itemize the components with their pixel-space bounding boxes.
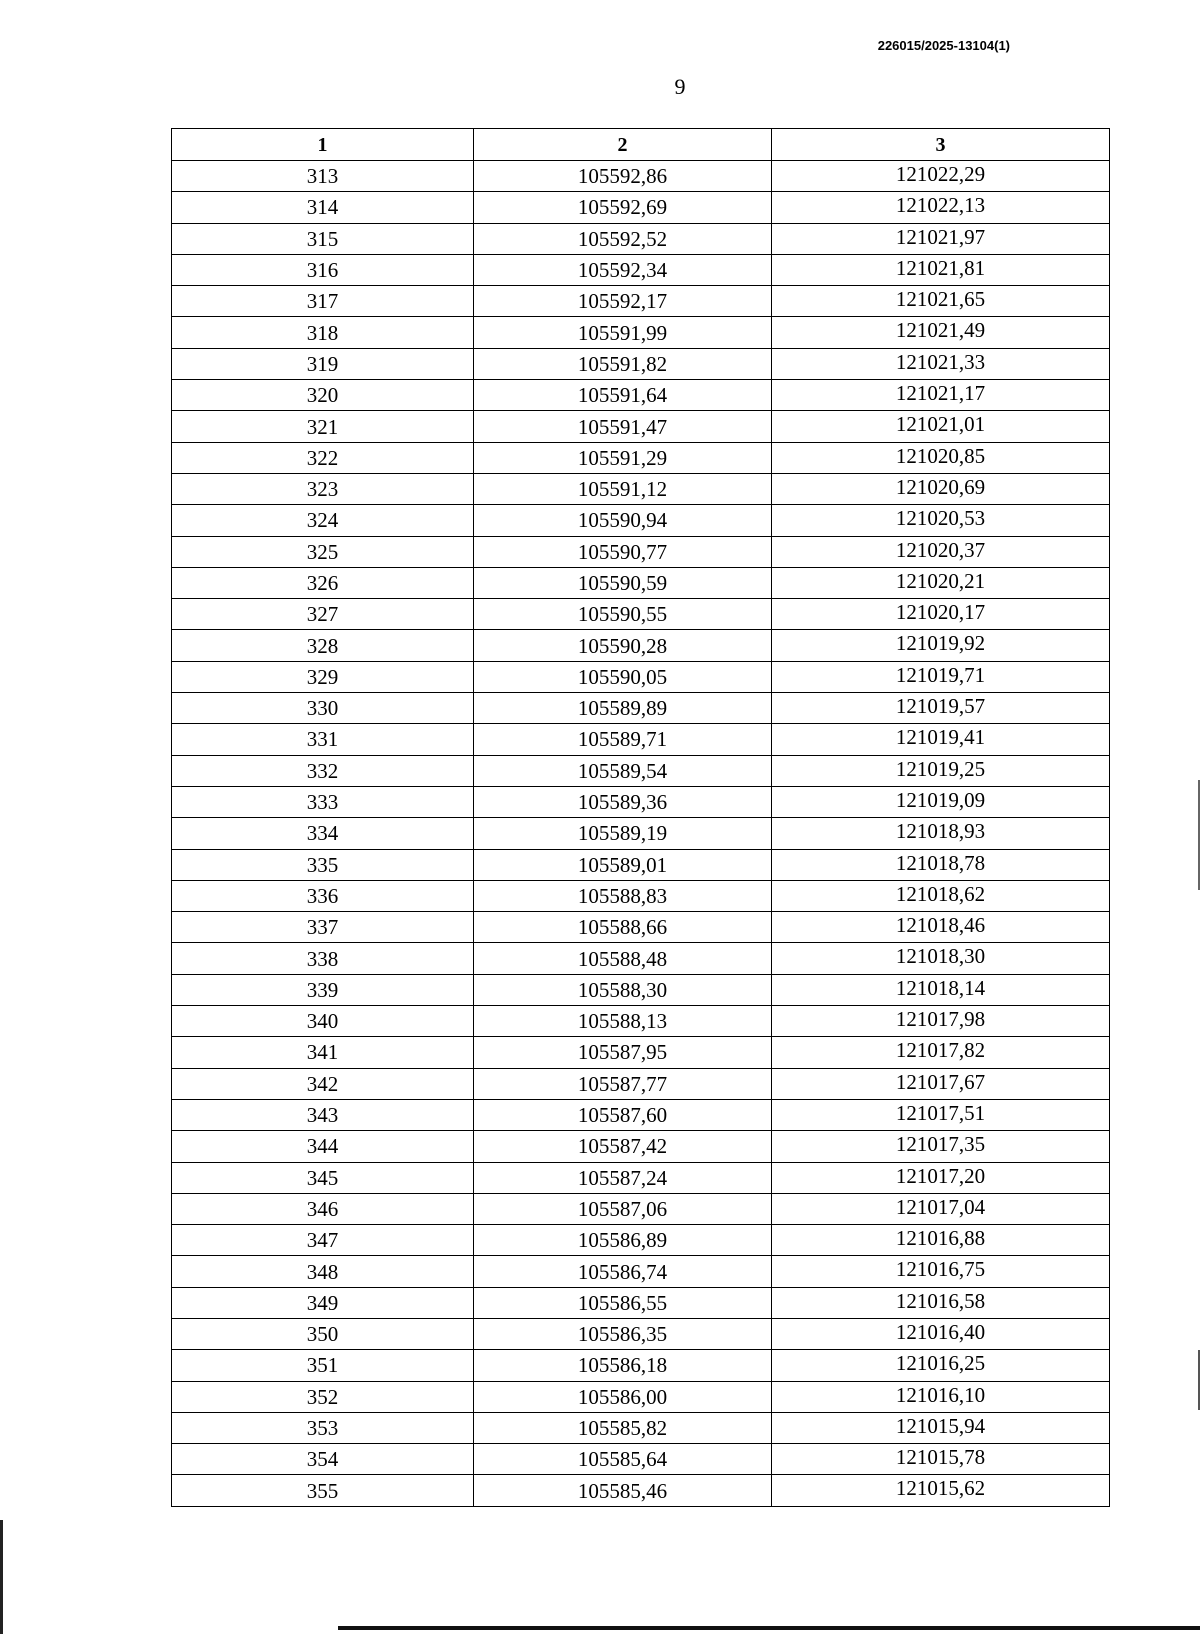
- x-coordinate-cell: 105592,86: [474, 161, 772, 192]
- table-row: [172, 1412, 1110, 1443]
- x-coordinate-cell: 105590,59: [474, 567, 772, 598]
- y-coordinate-cell: 121018,46: [772, 912, 1110, 943]
- y-coordinate-cell: 121015,62: [772, 1475, 1110, 1506]
- y-coordinate-cell: 121020,53: [772, 505, 1110, 536]
- y-coordinate-cell: 121016,10: [772, 1381, 1110, 1412]
- y-coordinate-cell: 121017,20: [772, 1162, 1110, 1193]
- point-number-cell: 338: [172, 943, 474, 974]
- point-number-cell: 327: [172, 599, 474, 630]
- x-coordinate-cell: 105587,24: [474, 1162, 772, 1193]
- y-coordinate-cell: 121019,41: [772, 724, 1110, 755]
- point-number-cell: 326: [172, 567, 474, 598]
- point-number-cell: 339: [172, 974, 474, 1005]
- table-row: [172, 943, 1110, 974]
- point-number-cell: 321: [172, 411, 474, 442]
- x-coordinate-cell: 105592,34: [474, 254, 772, 285]
- y-coordinate-cell: 121017,98: [772, 1006, 1110, 1037]
- table-row: [172, 1381, 1110, 1412]
- x-coordinate-cell: 105585,82: [474, 1412, 772, 1443]
- table-row: [172, 536, 1110, 567]
- x-coordinate-cell: 105586,55: [474, 1287, 772, 1318]
- table-row: [172, 223, 1110, 254]
- x-coordinate-cell: 105590,77: [474, 536, 772, 567]
- table-row: [172, 1068, 1110, 1099]
- y-coordinate-cell: 121017,67: [772, 1068, 1110, 1099]
- point-number-cell: 337: [172, 912, 474, 943]
- x-coordinate-cell: 105589,01: [474, 849, 772, 880]
- point-number-cell: 354: [172, 1444, 474, 1475]
- x-coordinate-cell: 105586,74: [474, 1256, 772, 1287]
- y-coordinate-cell: 121016,58: [772, 1287, 1110, 1318]
- table-header-row: [172, 129, 1110, 161]
- table-row: [172, 849, 1110, 880]
- page-number: 9: [674, 74, 686, 99]
- x-coordinate-cell: 105589,89: [474, 693, 772, 724]
- y-coordinate-cell: 121016,25: [772, 1350, 1110, 1381]
- table-row: [172, 505, 1110, 536]
- table-row: [172, 1037, 1110, 1068]
- point-number-cell: 335: [172, 849, 474, 880]
- y-coordinate-cell: 121018,14: [772, 974, 1110, 1005]
- y-coordinate-cell: 121018,78: [772, 849, 1110, 880]
- x-coordinate-cell: 105589,71: [474, 724, 772, 755]
- y-coordinate-cell: 121015,78: [772, 1444, 1110, 1475]
- table-row: [172, 786, 1110, 817]
- document-number: 226015/2025-13104(1): [877, 38, 1010, 53]
- x-coordinate-cell: 105592,52: [474, 223, 772, 254]
- y-coordinate-cell: 121019,57: [772, 693, 1110, 724]
- y-coordinate-cell: 121017,82: [772, 1037, 1110, 1068]
- point-number-cell: 353: [172, 1412, 474, 1443]
- x-coordinate-cell: 105588,30: [474, 974, 772, 1005]
- x-coordinate-cell: 105585,46: [474, 1475, 772, 1506]
- table-row: [172, 1318, 1110, 1349]
- y-coordinate-cell: 121021,97: [772, 223, 1110, 254]
- point-number-cell: 347: [172, 1225, 474, 1256]
- y-coordinate-cell: 121021,65: [772, 286, 1110, 317]
- point-number-cell: 320: [172, 380, 474, 411]
- x-coordinate-cell: 105588,13: [474, 1006, 772, 1037]
- y-coordinate-cell: 121017,35: [772, 1131, 1110, 1162]
- table-row: [172, 912, 1110, 943]
- point-number-cell: 332: [172, 755, 474, 786]
- x-coordinate-cell: 105590,94: [474, 505, 772, 536]
- table-row: [172, 254, 1110, 285]
- point-number-cell: 331: [172, 724, 474, 755]
- y-coordinate-cell: 121020,21: [772, 567, 1110, 598]
- point-number-cell: 325: [172, 536, 474, 567]
- x-coordinate-cell: 105591,99: [474, 317, 772, 348]
- point-number-cell: 323: [172, 473, 474, 504]
- scan-artifact-left-edge: [0, 1520, 3, 1634]
- table-row: [172, 567, 1110, 598]
- table-row: [172, 1350, 1110, 1381]
- table-row: [172, 1131, 1110, 1162]
- column-header-2: 2: [474, 129, 772, 161]
- x-coordinate-cell: 105587,42: [474, 1131, 772, 1162]
- y-coordinate-cell: 121015,94: [772, 1412, 1110, 1443]
- x-coordinate-cell: 105585,64: [474, 1444, 772, 1475]
- y-coordinate-cell: 121019,09: [772, 786, 1110, 817]
- point-number-cell: 355: [172, 1475, 474, 1506]
- y-coordinate-cell: 121021,17: [772, 380, 1110, 411]
- point-number-cell: 324: [172, 505, 474, 536]
- point-number-cell: 342: [172, 1068, 474, 1099]
- table-row: [172, 1475, 1110, 1506]
- table-row: [172, 880, 1110, 911]
- point-number-cell: 328: [172, 630, 474, 661]
- table-row: [172, 317, 1110, 348]
- point-number-cell: 344: [172, 1131, 474, 1162]
- point-number-cell: 334: [172, 818, 474, 849]
- y-coordinate-cell: 121022,29: [772, 161, 1110, 192]
- table-row: [172, 1099, 1110, 1130]
- y-coordinate-cell: 121020,85: [772, 442, 1110, 473]
- point-number-cell: 351: [172, 1350, 474, 1381]
- point-number-cell: 343: [172, 1099, 474, 1130]
- table-row: [172, 724, 1110, 755]
- table-body: [172, 161, 1110, 1507]
- table-row: [172, 1193, 1110, 1224]
- x-coordinate-cell: 105591,64: [474, 380, 772, 411]
- y-coordinate-cell: 121018,62: [772, 880, 1110, 911]
- table-row: [172, 755, 1110, 786]
- x-coordinate-cell: 105586,18: [474, 1350, 772, 1381]
- point-number-cell: 314: [172, 192, 474, 223]
- table-row: [172, 161, 1110, 192]
- y-coordinate-cell: 121021,01: [772, 411, 1110, 442]
- table-row: [172, 442, 1110, 473]
- y-coordinate-cell: 121021,33: [772, 348, 1110, 379]
- x-coordinate-cell: 105590,05: [474, 661, 772, 692]
- y-coordinate-cell: 121020,69: [772, 473, 1110, 504]
- table-row: [172, 693, 1110, 724]
- x-coordinate-cell: 105586,89: [474, 1225, 772, 1256]
- y-coordinate-cell: 121019,71: [772, 661, 1110, 692]
- x-coordinate-cell: 105592,17: [474, 286, 772, 317]
- y-coordinate-cell: 121017,51: [772, 1099, 1110, 1130]
- point-number-cell: 315: [172, 223, 474, 254]
- x-coordinate-cell: 105587,06: [474, 1193, 772, 1224]
- point-number-cell: 329: [172, 661, 474, 692]
- scan-artifact-line: [338, 1626, 1200, 1630]
- x-coordinate-cell: 105591,47: [474, 411, 772, 442]
- column-header-3: 3: [772, 129, 1110, 161]
- point-number-cell: 350: [172, 1318, 474, 1349]
- x-coordinate-cell: 105592,69: [474, 192, 772, 223]
- point-number-cell: 345: [172, 1162, 474, 1193]
- point-number-cell: 317: [172, 286, 474, 317]
- y-coordinate-cell: 121020,17: [772, 599, 1110, 630]
- point-number-cell: 348: [172, 1256, 474, 1287]
- point-number-cell: 349: [172, 1287, 474, 1318]
- point-number-cell: 341: [172, 1037, 474, 1068]
- y-coordinate-cell: 121022,13: [772, 192, 1110, 223]
- y-coordinate-cell: 121018,93: [772, 818, 1110, 849]
- coordinates-table: [171, 128, 1110, 1507]
- x-coordinate-cell: 105589,54: [474, 755, 772, 786]
- point-number-cell: 333: [172, 786, 474, 817]
- table-row: [172, 1256, 1110, 1287]
- point-number-cell: 340: [172, 1006, 474, 1037]
- table-row: [172, 411, 1110, 442]
- x-coordinate-cell: 105591,82: [474, 348, 772, 379]
- table-row: [172, 1444, 1110, 1475]
- x-coordinate-cell: 105586,35: [474, 1318, 772, 1349]
- y-coordinate-cell: 121016,75: [772, 1256, 1110, 1287]
- x-coordinate-cell: 105587,77: [474, 1068, 772, 1099]
- table-row: [172, 1006, 1110, 1037]
- table-row: [172, 1225, 1110, 1256]
- table-row: [172, 380, 1110, 411]
- point-number-cell: 319: [172, 348, 474, 379]
- y-coordinate-cell: 121019,25: [772, 755, 1110, 786]
- point-number-cell: 318: [172, 317, 474, 348]
- y-coordinate-cell: 121019,92: [772, 630, 1110, 661]
- x-coordinate-cell: 105587,95: [474, 1037, 772, 1068]
- x-coordinate-cell: 105589,36: [474, 786, 772, 817]
- x-coordinate-cell: 105586,00: [474, 1381, 772, 1412]
- table-row: [172, 473, 1110, 504]
- table-row: [172, 661, 1110, 692]
- point-number-cell: 352: [172, 1381, 474, 1412]
- y-coordinate-cell: 121021,81: [772, 254, 1110, 285]
- point-number-cell: 346: [172, 1193, 474, 1224]
- x-coordinate-cell: 105590,28: [474, 630, 772, 661]
- y-coordinate-cell: 121016,88: [772, 1225, 1110, 1256]
- x-coordinate-cell: 105588,66: [474, 912, 772, 943]
- table-row: [172, 818, 1110, 849]
- y-coordinate-cell: 121017,04: [772, 1193, 1110, 1224]
- table-row: [172, 1287, 1110, 1318]
- point-number-cell: 330: [172, 693, 474, 724]
- x-coordinate-cell: 105588,48: [474, 943, 772, 974]
- y-coordinate-cell: 121018,30: [772, 943, 1110, 974]
- x-coordinate-cell: 105591,12: [474, 473, 772, 504]
- point-number-cell: 313: [172, 161, 474, 192]
- point-number-cell: 322: [172, 442, 474, 473]
- table-row: [172, 630, 1110, 661]
- point-number-cell: 336: [172, 880, 474, 911]
- table-row: [172, 348, 1110, 379]
- y-coordinate-cell: 121020,37: [772, 536, 1110, 567]
- point-number-cell: 316: [172, 254, 474, 285]
- x-coordinate-cell: 105588,83: [474, 880, 772, 911]
- y-coordinate-cell: 121021,49: [772, 317, 1110, 348]
- x-coordinate-cell: 105587,60: [474, 1099, 772, 1130]
- table-row: [172, 286, 1110, 317]
- table-row: [172, 192, 1110, 223]
- column-header-1: 1: [172, 129, 474, 161]
- x-coordinate-cell: 105589,19: [474, 818, 772, 849]
- table-row: [172, 974, 1110, 1005]
- table-row: [172, 599, 1110, 630]
- x-coordinate-cell: 105590,55: [474, 599, 772, 630]
- y-coordinate-cell: 121016,40: [772, 1318, 1110, 1349]
- table-row: [172, 1162, 1110, 1193]
- x-coordinate-cell: 105591,29: [474, 442, 772, 473]
